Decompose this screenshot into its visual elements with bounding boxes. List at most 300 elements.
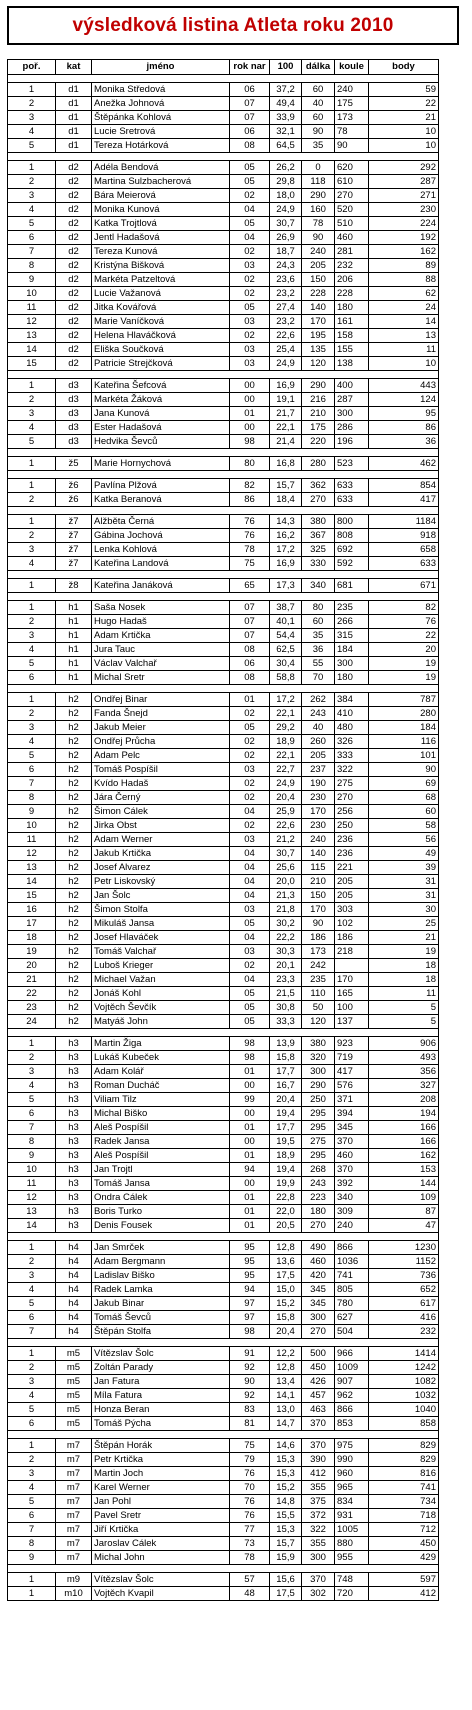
- cell-rank: 4: [8, 125, 56, 139]
- cell-sprint: 17,3: [270, 579, 302, 593]
- cell-sprint: 22,6: [270, 819, 302, 833]
- cell-long-jump: 170: [302, 315, 335, 329]
- cell-sprint: 22,2: [270, 931, 302, 945]
- table-row: [8, 1495, 439, 1509]
- cell-long-jump: 150: [302, 273, 335, 287]
- cell-birth-year: 98: [230, 1051, 270, 1065]
- cell-rank: 3: [8, 407, 56, 421]
- cell-rank: 1: [8, 83, 56, 97]
- cell-name: Šimon Stolfa: [92, 903, 230, 917]
- cell-name: Tomáš Pýcha: [92, 1417, 230, 1431]
- cell-long-jump: 450: [302, 1361, 335, 1375]
- cell-sprint: 20,4: [270, 1325, 302, 1339]
- cell-sprint: 49,4: [270, 97, 302, 111]
- cell-shot-put: 681: [335, 579, 369, 593]
- cell-birth-year: 95: [230, 1241, 270, 1255]
- group-separator: [8, 371, 439, 379]
- cell-points: 22: [369, 97, 439, 111]
- cell-long-jump: 460: [302, 1255, 335, 1269]
- cell-rank: 7: [8, 1121, 56, 1135]
- cell-shot-put: 165: [335, 987, 369, 1001]
- cell-points: 1414: [369, 1347, 439, 1361]
- results-title: výsledková listina Atleta roku 2010: [7, 6, 459, 45]
- cell-birth-year: 04: [230, 973, 270, 987]
- cell-points: 184: [369, 721, 439, 735]
- cell-sprint: 16,9: [270, 379, 302, 393]
- cell-birth-year: 76: [230, 1509, 270, 1523]
- table-row: [8, 1051, 439, 1065]
- cell-rank: 4: [8, 421, 56, 435]
- cell-birth-year: 99: [230, 1093, 270, 1107]
- separator-cell: [8, 685, 439, 693]
- cell-shot-put: 880: [335, 1537, 369, 1551]
- cell-shot-put: 180: [335, 301, 369, 315]
- cell-sprint: 33,3: [270, 1015, 302, 1029]
- cell-shot-put: 173: [335, 111, 369, 125]
- table-row: [8, 601, 439, 615]
- cell-long-jump: 195: [302, 329, 335, 343]
- cell-name: Jan Fatura: [92, 1375, 230, 1389]
- cell-category: h3: [56, 1205, 92, 1219]
- cell-sprint: 16,9: [270, 557, 302, 571]
- cell-shot-put: 270: [335, 189, 369, 203]
- cell-sprint: 24,9: [270, 203, 302, 217]
- cell-name: Adéla Bendová: [92, 161, 230, 175]
- cell-rank: 9: [8, 273, 56, 287]
- cell-birth-year: 75: [230, 1439, 270, 1453]
- cell-rank: 1: [8, 1037, 56, 1051]
- table-row: [8, 407, 439, 421]
- cell-category: h2: [56, 917, 92, 931]
- cell-rank: 15: [8, 357, 56, 371]
- cell-rank: 19: [8, 945, 56, 959]
- cell-name: Markéta Patzeltová: [92, 273, 230, 287]
- cell-name: Monika Kunová: [92, 203, 230, 217]
- cell-name: Denis Fousek: [92, 1219, 230, 1233]
- cell-name: Lucie Sretrová: [92, 125, 230, 139]
- table-row: [8, 749, 439, 763]
- cell-name: Tomáš Pospíšil: [92, 763, 230, 777]
- cell-points: 271: [369, 189, 439, 203]
- cell-category: h4: [56, 1255, 92, 1269]
- cell-shot-put: 236: [335, 833, 369, 847]
- cell-category: d2: [56, 231, 92, 245]
- table-row: [8, 945, 439, 959]
- cell-long-jump: 345: [302, 1283, 335, 1297]
- cell-long-jump: 173: [302, 945, 335, 959]
- cell-rank: 1: [8, 1573, 56, 1587]
- cell-birth-year: 02: [230, 273, 270, 287]
- cell-long-jump: 35: [302, 139, 335, 153]
- cell-birth-year: 02: [230, 735, 270, 749]
- cell-sprint: 18,7: [270, 245, 302, 259]
- cell-long-jump: 140: [302, 301, 335, 315]
- table-row: [8, 1439, 439, 1453]
- cell-shot-put: 256: [335, 805, 369, 819]
- cell-birth-year: 03: [230, 315, 270, 329]
- cell-name: Jitka Kovářová: [92, 301, 230, 315]
- cell-shot-put: 300: [335, 657, 369, 671]
- separator-cell: [8, 507, 439, 515]
- cell-long-jump: 40: [302, 721, 335, 735]
- cell-sprint: 17,7: [270, 1121, 302, 1135]
- cell-category: m5: [56, 1389, 92, 1403]
- cell-long-jump: 210: [302, 875, 335, 889]
- table-row: [8, 1311, 439, 1325]
- cell-sprint: 23,2: [270, 315, 302, 329]
- cell-shot-put: 1036: [335, 1255, 369, 1269]
- cell-category: h2: [56, 693, 92, 707]
- cell-birth-year: 00: [230, 379, 270, 393]
- cell-rank: 14: [8, 343, 56, 357]
- cell-long-jump: 60: [302, 111, 335, 125]
- cell-birth-year: 73: [230, 1537, 270, 1551]
- cell-shot-put: 400: [335, 379, 369, 393]
- cell-birth-year: 05: [230, 917, 270, 931]
- group-separator: [8, 1339, 439, 1347]
- cell-sprint: 54,4: [270, 629, 302, 643]
- cell-points: 109: [369, 1191, 439, 1205]
- table-row: [8, 393, 439, 407]
- cell-birth-year: 02: [230, 707, 270, 721]
- cell-birth-year: 04: [230, 875, 270, 889]
- cell-long-jump: 280: [302, 457, 335, 471]
- cell-birth-year: 98: [230, 1325, 270, 1339]
- cell-category: h3: [56, 1107, 92, 1121]
- cell-shot-put: 161: [335, 315, 369, 329]
- cell-name: Jan Trojtl: [92, 1163, 230, 1177]
- cell-points: 1184: [369, 515, 439, 529]
- cell-sprint: 17,5: [270, 1587, 302, 1601]
- cell-category: d1: [56, 111, 92, 125]
- cell-shot-put: 808: [335, 529, 369, 543]
- cell-shot-put: 966: [335, 1347, 369, 1361]
- cell-shot-put: 866: [335, 1241, 369, 1255]
- cell-rank: 2: [8, 1051, 56, 1065]
- table-row: [8, 1001, 439, 1015]
- cell-category: ž7: [56, 529, 92, 543]
- cell-long-jump: 295: [302, 1149, 335, 1163]
- cell-long-jump: 160: [302, 203, 335, 217]
- cell-name: Josef Hlaváček: [92, 931, 230, 945]
- cell-rank: 1: [8, 601, 56, 615]
- cell-long-jump: 90: [302, 231, 335, 245]
- cell-sprint: 15,3: [270, 1467, 302, 1481]
- cell-points: 59: [369, 83, 439, 97]
- table-row: [8, 189, 439, 203]
- table-row: [8, 959, 439, 973]
- cell-long-jump: 372: [302, 1509, 335, 1523]
- cell-name: Viliam Tilz: [92, 1093, 230, 1107]
- table-row: [8, 1269, 439, 1283]
- cell-points: 224: [369, 217, 439, 231]
- cell-sprint: 23,2: [270, 287, 302, 301]
- cell-rank: 3: [8, 721, 56, 735]
- cell-shot-put: 523: [335, 457, 369, 471]
- table-row: [8, 1205, 439, 1219]
- cell-sprint: 21,7: [270, 407, 302, 421]
- cell-name: Vítězslav Šolc: [92, 1347, 230, 1361]
- cell-long-jump: 426: [302, 1375, 335, 1389]
- cell-points: 60: [369, 805, 439, 819]
- cell-rank: 1: [8, 1241, 56, 1255]
- cell-points: 712: [369, 1523, 439, 1537]
- cell-sprint: 13,0: [270, 1403, 302, 1417]
- cell-birth-year: 00: [230, 1079, 270, 1093]
- cell-shot-put: 236: [335, 847, 369, 861]
- cell-points: 462: [369, 457, 439, 471]
- cell-name: Bára Meierová: [92, 189, 230, 203]
- cell-category: d3: [56, 407, 92, 421]
- cell-sprint: 38,7: [270, 601, 302, 615]
- cell-sprint: 15,8: [270, 1311, 302, 1325]
- cell-name: Hedvika Ševců: [92, 435, 230, 449]
- cell-birth-year: 82: [230, 479, 270, 493]
- cell-birth-year: 08: [230, 643, 270, 657]
- cell-category: h2: [56, 959, 92, 973]
- cell-category: h4: [56, 1241, 92, 1255]
- cell-sprint: 12,8: [270, 1241, 302, 1255]
- cell-points: 734: [369, 1495, 439, 1509]
- cell-points: 166: [369, 1121, 439, 1135]
- group-separator: [8, 1029, 439, 1037]
- separator-cell: [8, 471, 439, 479]
- cell-name: Luboš Krieger: [92, 959, 230, 973]
- cell-long-jump: 322: [302, 1523, 335, 1537]
- cell-birth-year: 03: [230, 357, 270, 371]
- cell-long-jump: 295: [302, 1121, 335, 1135]
- cell-long-jump: 220: [302, 435, 335, 449]
- cell-category: m5: [56, 1361, 92, 1375]
- cell-shot-put: 281: [335, 245, 369, 259]
- cell-shot-put: 633: [335, 479, 369, 493]
- cell-rank: 2: [8, 707, 56, 721]
- cell-rank: 8: [8, 1537, 56, 1551]
- cell-name: Zoltán Parady: [92, 1361, 230, 1375]
- cell-long-jump: 118: [302, 175, 335, 189]
- cell-long-jump: 120: [302, 357, 335, 371]
- cell-birth-year: 07: [230, 629, 270, 643]
- cell-sprint: 22,0: [270, 1205, 302, 1219]
- cell-shot-put: 138: [335, 357, 369, 371]
- cell-long-jump: 250: [302, 1093, 335, 1107]
- cell-points: 633: [369, 557, 439, 571]
- cell-category: h4: [56, 1269, 92, 1283]
- cell-sprint: 17,7: [270, 1065, 302, 1079]
- cell-birth-year: 03: [230, 259, 270, 273]
- cell-birth-year: 00: [230, 393, 270, 407]
- table-row: [8, 83, 439, 97]
- table-row: [8, 1587, 439, 1601]
- cell-long-jump: 60: [302, 615, 335, 629]
- cell-shot-put: 520: [335, 203, 369, 217]
- cell-rank: 10: [8, 819, 56, 833]
- cell-points: 5: [369, 1015, 439, 1029]
- cell-sprint: 23,3: [270, 973, 302, 987]
- cell-rank: 6: [8, 1417, 56, 1431]
- cell-points: 39: [369, 861, 439, 875]
- cell-sprint: 17,5: [270, 1269, 302, 1283]
- cell-long-jump: 243: [302, 1177, 335, 1191]
- cell-shot-put: 228: [335, 287, 369, 301]
- table-row: [8, 1361, 439, 1375]
- cell-sprint: 18,0: [270, 189, 302, 203]
- cell-sprint: 21,2: [270, 833, 302, 847]
- table-row: [8, 847, 439, 861]
- cell-points: 56: [369, 833, 439, 847]
- table-row: [8, 1481, 439, 1495]
- table-row: [8, 833, 439, 847]
- cell-sprint: 22,8: [270, 1191, 302, 1205]
- cell-name: Markéta Žáková: [92, 393, 230, 407]
- cell-rank: 1: [8, 515, 56, 529]
- cell-sprint: 30,2: [270, 917, 302, 931]
- cell-category: h2: [56, 735, 92, 749]
- cell-long-jump: 370: [302, 1439, 335, 1453]
- cell-rank: 2: [8, 1453, 56, 1467]
- cell-rank: 6: [8, 671, 56, 685]
- cell-category: ž5: [56, 457, 92, 471]
- cell-sprint: 25,4: [270, 343, 302, 357]
- cell-name: Ondřej Průcha: [92, 735, 230, 749]
- cell-long-jump: 500: [302, 1347, 335, 1361]
- table-row: [8, 931, 439, 945]
- cell-shot-put: 158: [335, 329, 369, 343]
- cell-birth-year: 92: [230, 1389, 270, 1403]
- cell-category: h1: [56, 657, 92, 671]
- table-row: [8, 97, 439, 111]
- cell-name: Petr Krtička: [92, 1453, 230, 1467]
- cell-birth-year: 04: [230, 231, 270, 245]
- cell-birth-year: 01: [230, 1065, 270, 1079]
- cell-sprint: 26,2: [270, 161, 302, 175]
- cell-long-jump: 35: [302, 629, 335, 643]
- table-row: [8, 1347, 439, 1361]
- header-rank: poř.: [8, 60, 56, 75]
- cell-category: m7: [56, 1495, 92, 1509]
- cell-rank: 5: [8, 1403, 56, 1417]
- cell-shot-put: 250: [335, 819, 369, 833]
- cell-sprint: 24,9: [270, 777, 302, 791]
- cell-name: Kvído Hadaš: [92, 777, 230, 791]
- cell-birth-year: 01: [230, 1205, 270, 1219]
- cell-birth-year: 48: [230, 1587, 270, 1601]
- cell-sprint: 16,7: [270, 1079, 302, 1093]
- cell-sprint: 37,2: [270, 83, 302, 97]
- cell-rank: 5: [8, 139, 56, 153]
- cell-name: Kateřina Janáková: [92, 579, 230, 593]
- cell-points: 816: [369, 1467, 439, 1481]
- cell-shot-put: 102: [335, 917, 369, 931]
- cell-birth-year: 98: [230, 435, 270, 449]
- cell-rank: 14: [8, 875, 56, 889]
- cell-birth-year: 03: [230, 763, 270, 777]
- cell-category: h2: [56, 777, 92, 791]
- cell-category: d3: [56, 379, 92, 393]
- cell-rank: 3: [8, 189, 56, 203]
- cell-birth-year: 78: [230, 1551, 270, 1565]
- cell-points: 18: [369, 973, 439, 987]
- cell-category: h4: [56, 1325, 92, 1339]
- group-separator: [8, 153, 439, 161]
- cell-points: 617: [369, 1297, 439, 1311]
- table-row: [8, 1537, 439, 1551]
- cell-birth-year: 07: [230, 97, 270, 111]
- cell-sprint: 33,9: [270, 111, 302, 125]
- cell-points: 854: [369, 479, 439, 493]
- table-row: [8, 479, 439, 493]
- cell-birth-year: 02: [230, 791, 270, 805]
- cell-points: 31: [369, 889, 439, 903]
- cell-birth-year: 07: [230, 601, 270, 615]
- cell-birth-year: 05: [230, 175, 270, 189]
- cell-name: Vítězslav Šolc: [92, 1573, 230, 1587]
- cell-shot-put: 504: [335, 1325, 369, 1339]
- table-row: [8, 615, 439, 629]
- cell-name: Radek Jansa: [92, 1135, 230, 1149]
- cell-shot-put: 805: [335, 1283, 369, 1297]
- cell-sprint: 16,2: [270, 529, 302, 543]
- cell-category: d3: [56, 421, 92, 435]
- table-row: [8, 343, 439, 357]
- cell-points: 82: [369, 601, 439, 615]
- cell-long-jump: 60: [302, 83, 335, 97]
- cell-rank: 4: [8, 643, 56, 657]
- cell-sprint: 15,3: [270, 1523, 302, 1537]
- cell-name: Karel Werner: [92, 1481, 230, 1495]
- cell-shot-put: 960: [335, 1467, 369, 1481]
- cell-points: 22: [369, 629, 439, 643]
- cell-long-jump: 210: [302, 407, 335, 421]
- group-separator: [8, 449, 439, 457]
- cell-birth-year: 07: [230, 615, 270, 629]
- cell-category: h2: [56, 833, 92, 847]
- table-row: [8, 329, 439, 343]
- table-row: [8, 1523, 439, 1537]
- table-row: [8, 903, 439, 917]
- table-row: [8, 1107, 439, 1121]
- cell-sprint: 19,1: [270, 393, 302, 407]
- cell-shot-put: 800: [335, 515, 369, 529]
- table-row: [8, 973, 439, 987]
- cell-name: Michael Važan: [92, 973, 230, 987]
- cell-category: m7: [56, 1551, 92, 1565]
- cell-category: d1: [56, 97, 92, 111]
- cell-rank: 9: [8, 1551, 56, 1565]
- cell-name: Jura Tauc: [92, 643, 230, 657]
- cell-birth-year: 04: [230, 805, 270, 819]
- table-row: [8, 287, 439, 301]
- cell-shot-put: 175: [335, 97, 369, 111]
- cell-sprint: 30,4: [270, 657, 302, 671]
- table-row: [8, 379, 439, 393]
- cell-name: Petr Liskovský: [92, 875, 230, 889]
- cell-shot-put: 370: [335, 1163, 369, 1177]
- cell-sprint: 20,4: [270, 1093, 302, 1107]
- group-separator: [8, 75, 439, 83]
- cell-category: m5: [56, 1417, 92, 1431]
- cell-birth-year: 08: [230, 671, 270, 685]
- cell-long-jump: 300: [302, 1551, 335, 1565]
- cell-birth-year: 02: [230, 959, 270, 973]
- cell-name: Lukáš Kubeček: [92, 1051, 230, 1065]
- table-row: [8, 1135, 439, 1149]
- cell-points: 90: [369, 763, 439, 777]
- cell-shot-put: 235: [335, 601, 369, 615]
- cell-birth-year: 94: [230, 1163, 270, 1177]
- cell-rank: 3: [8, 111, 56, 125]
- cell-name: Jonáš Kohl: [92, 987, 230, 1001]
